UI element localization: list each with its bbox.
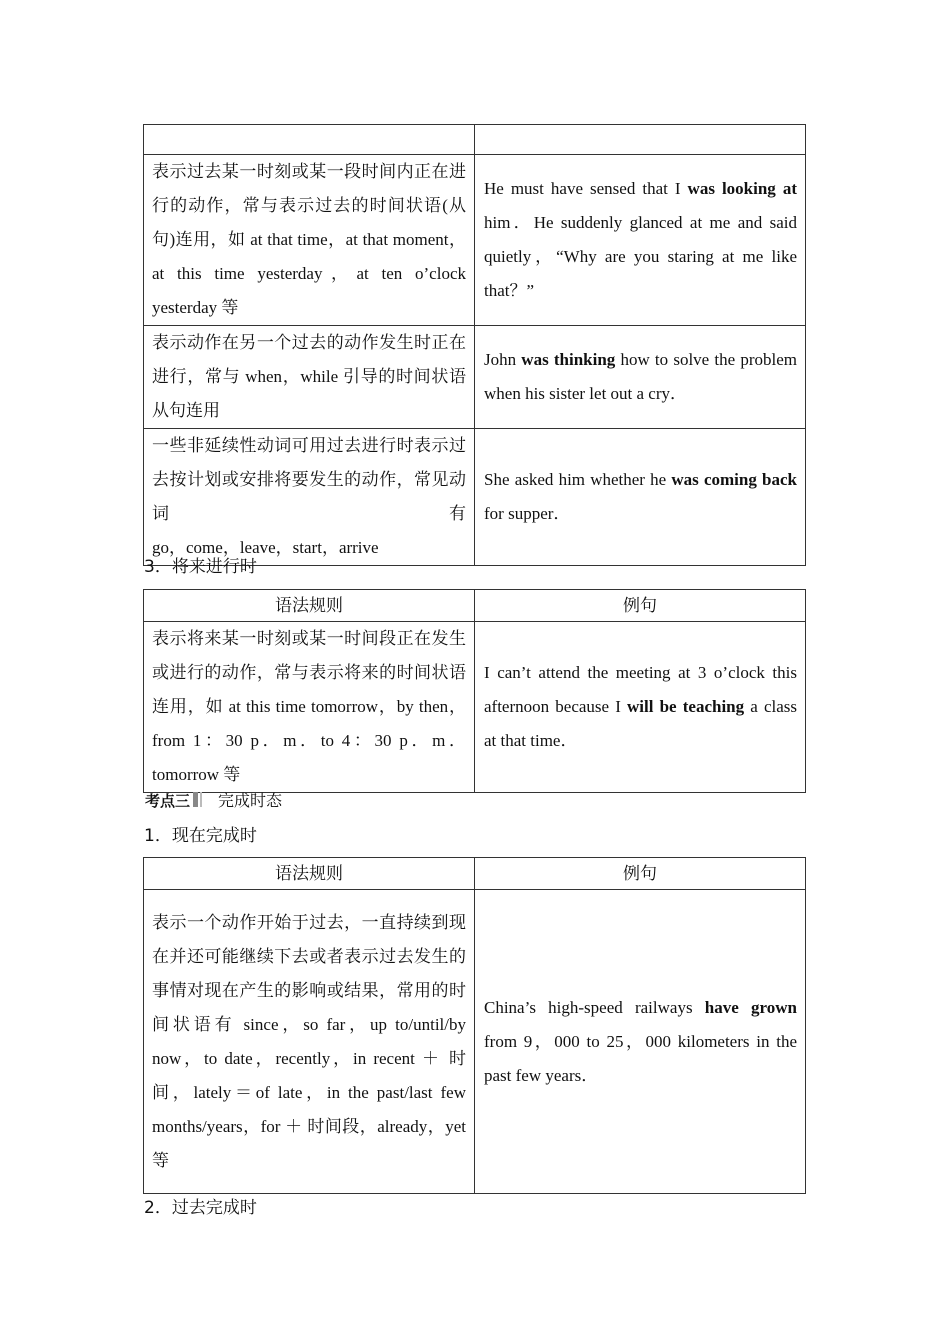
example-highlight: was thinking xyxy=(521,350,616,369)
example-cell xyxy=(475,622,806,793)
header-rule: 语法规则 xyxy=(144,590,475,622)
example-cell xyxy=(475,890,806,1194)
past-continuous-table xyxy=(143,124,806,566)
rule-cell: 表示将来某一时刻或某一时间段正在发生或进行的动作，常与表示将来的时间状语连用，如 at this time tomorrow，by then，from 1：30 p．m．to 4：30 p．m．tomorrow 等 xyxy=(144,622,475,793)
future-continuous-table xyxy=(143,589,806,793)
example-highlight: have grown xyxy=(704,997,797,1017)
table-header-row xyxy=(144,590,806,622)
example-text: from 9，000 to 25，000 kilometers in the past few years． xyxy=(484,1031,797,1085)
example-cell xyxy=(475,429,806,566)
kaodian-badge: 考点三 xyxy=(145,792,191,810)
table-row xyxy=(144,622,806,793)
example-text: how to solve the problem when his sister let out a cry． xyxy=(484,350,797,403)
rule-cell xyxy=(144,429,475,566)
table-cell-empty xyxy=(144,125,475,155)
header-example: 例句 xyxy=(475,590,806,622)
rule-cell: 表示一个动作开始于过去，一直持续到现在并还可能继续下去或者表示过去发生的事情对现在产生的影响或结果，常用的时间状语有 since，so far，up to/until/by now，to date，recently，in recent ＋ 时间，lately＝of late，in the past/last few months/years，for ＋ 时间段，already，yet 等 xyxy=(144,890,475,1194)
example-text: She asked him whether he xyxy=(484,470,672,489)
example-highlight: was looking at xyxy=(687,179,797,198)
table-row xyxy=(144,326,806,429)
badge-bar-icon xyxy=(193,792,198,807)
example-text: I can’t attend the meeting at 3 o’clock this afternoon because I xyxy=(484,663,797,716)
table-row xyxy=(144,155,806,326)
section-heading-future-continuous: 3．将来进行时 xyxy=(144,557,257,577)
header-example: 例句 xyxy=(475,858,806,890)
kaodian-heading xyxy=(145,789,282,813)
table-header-row xyxy=(144,858,806,890)
example-text: China’s high-speed railways xyxy=(484,997,705,1017)
table-cell-empty xyxy=(475,125,806,155)
table-row xyxy=(144,429,806,566)
example-highlight: will be teaching xyxy=(627,697,745,716)
rule-text: go，come，leave，start，arrive xyxy=(152,538,379,557)
example-cell xyxy=(475,155,806,326)
section-heading-present-perfect: 1．现在完成时 xyxy=(144,826,257,846)
example-text: for supper． xyxy=(484,504,571,523)
table-row xyxy=(144,890,806,1194)
badge-bar-icon xyxy=(200,792,202,807)
table-row xyxy=(144,125,806,155)
rule-cell: 表示过去某一时刻或某一段时间内正在进行的动作，常与表示过去的时间状语(从句)连用，如 at that time，at that moment，at this time yesterday，at ten o’clock yesterday 等 xyxy=(144,155,475,326)
example-text: He must have sensed that I xyxy=(484,179,688,198)
rule-text: 一些非延续性动词可用过去进行时表示过去按计划或安排将要发生的动作，常见动词有 xyxy=(152,436,466,523)
example-text: a class at that time． xyxy=(484,697,797,750)
rule-cell: 表示动作在另一个过去的动作发生时正在进行，常与 when，while 引导的时间状语从句连用 xyxy=(144,326,475,429)
example-cell xyxy=(475,326,806,429)
example-highlight: was coming back xyxy=(671,470,797,489)
section-heading-past-perfect: 2．过去完成时 xyxy=(144,1198,257,1218)
kaodian-title: 完成时态 xyxy=(218,791,283,810)
header-rule: 语法规则 xyxy=(144,858,475,890)
present-perfect-table xyxy=(143,857,806,1194)
example-text: him．He suddenly glanced at me and said quietly，“Why are you staring at me like that？” xyxy=(484,213,797,300)
example-text: John xyxy=(484,350,522,369)
